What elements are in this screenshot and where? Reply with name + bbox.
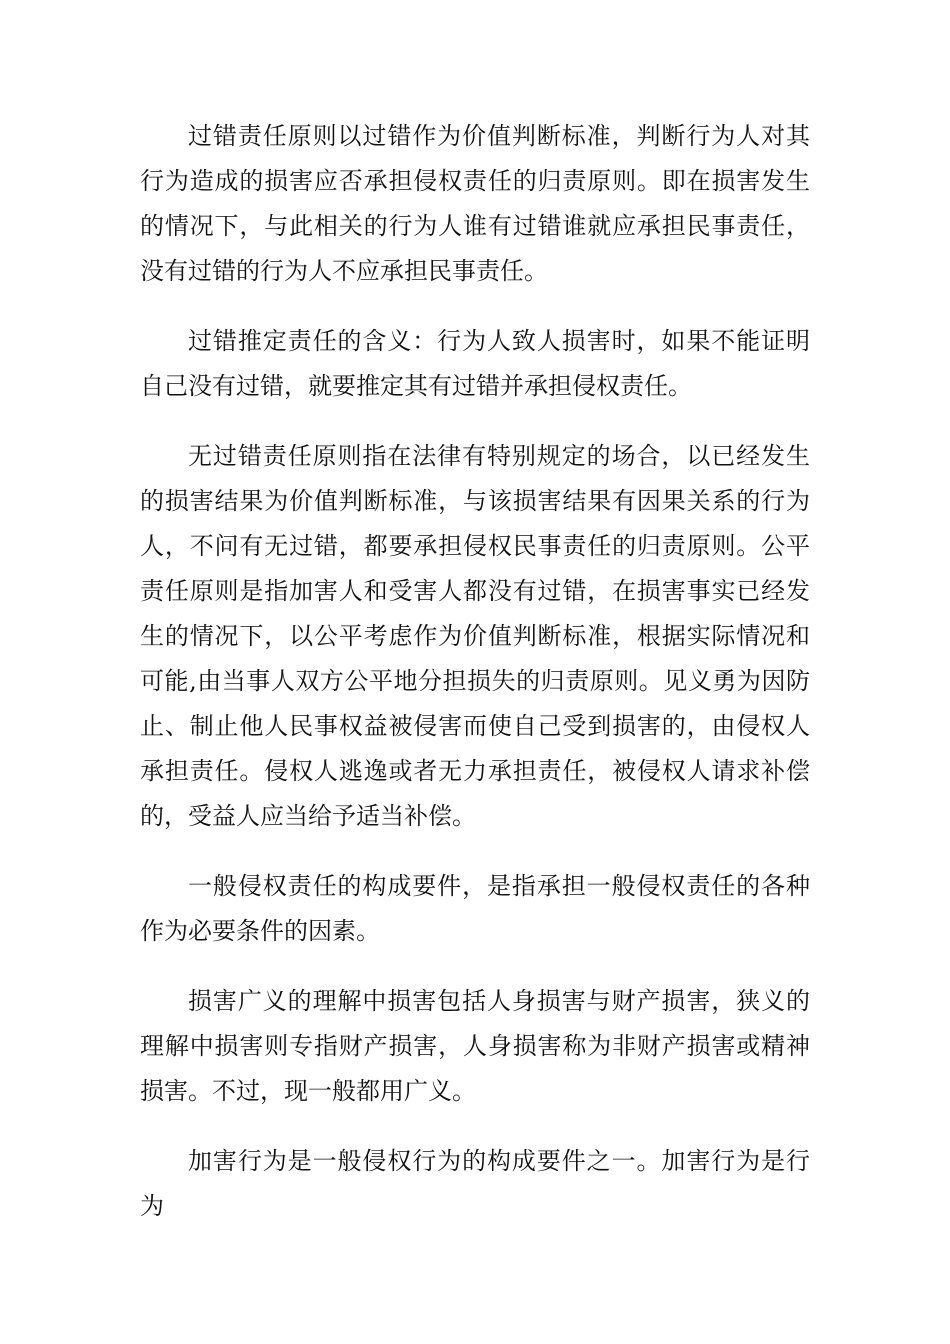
paragraph-harmful-act: 加害行为是一般侵权行为的构成要件之一。加害行为是行为 [140, 1147, 810, 1220]
paragraph-no-fault-liability: 无过错责任原则指在法律有特别规定的场合，以已经发生的损害结果为价值判断标准，与该损害结果有因果关系的行为人，不问有无过错，都要承担侵权民事责任的归责原则。公平责任原则是指加害人和受害人都没有过错，在损害事实已经发生的情况下，以公平考虑作为价值判断标准，根据实际情况和可能,由当事人双方公平地分担损失的归责原则。见义勇为因防止、制止他人民事权益被侵害而使自己受到损害的，由侵权人承担责任。侵权人逃逸或者无力承担责任，被侵权人请求补偿的，受益人应当给予适当补偿。 [140, 442, 810, 830]
paragraph-presumed-fault: 过错推定责任的含义：行为人致人损害时，如果不能证明自己没有过错，就要推定其有过错并承担侵权责任。 [140, 327, 810, 400]
paragraph-damage-definition: 损害广义的理解中损害包括人身损害与财产损害，狭义的理解中损害则专指财产损害，人身损害称为非财产损害或精神损害。不过，现一般都用广义。 [140, 987, 810, 1105]
paragraph-fault-liability: 过错责任原则以过错作为价值判断标准，判断行为人对其行为造成的损害应否承担侵权责任的归责原则。即在损害发生的情况下，与此相关的行为人谁有过错谁就应承担民事责任，没有过错的行为人不应承担民事责任。 [140, 122, 810, 285]
document-page [140, 114, 810, 1229]
paragraph-general-tort-elements: 一般侵权责任的构成要件，是指承担一般侵权责任的各种作为必要条件的因素。 [140, 872, 810, 945]
